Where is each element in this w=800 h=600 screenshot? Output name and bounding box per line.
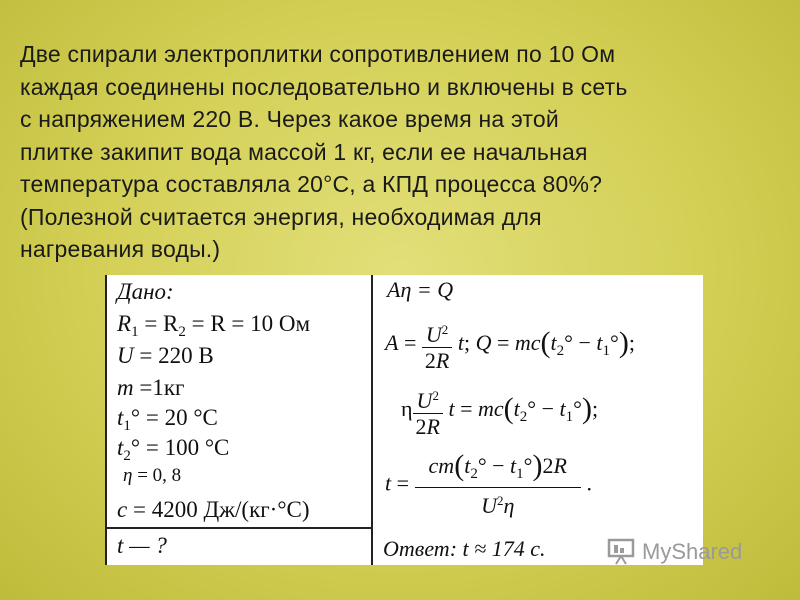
equation-energy-balance: Aη = Q (387, 277, 454, 302)
answer-text: Ответ: t ≈ 174 с. (383, 536, 546, 561)
given-specific-heat: c = 4200 Дж/(кг·°С) (117, 497, 310, 522)
given-final-temperature: $t_2^\circ = 100$ °С (117, 435, 230, 464)
problem-line: (Полезной считается энергия, необходимая для (20, 203, 542, 230)
find-unknown: t — ? (117, 533, 167, 558)
watermark-text: MyShared (642, 539, 743, 564)
given-resistance: $R_1 = R_2 = R = 10$ Ом (117, 311, 311, 340)
solution-card (105, 275, 703, 565)
problem-line: с напряжением 220 В. Через какое время на этой (20, 106, 559, 132)
equation-work-heat: A = $\frac{U^2}{2R}$ t; $Q = mc(t_2^\circ - t_1^\circ)$; (385, 317, 635, 373)
equation-combined: η $\frac{U^2}{2R}$ $t = mc(t_2^\circ - t_1^\circ)$; (401, 383, 598, 439)
problem-statement (20, 38, 790, 266)
problem-line: каждая соединены последовательно и включены в сеть (20, 73, 628, 100)
problem-line: Две спирали электроплитки сопротивлением по 10 Ом (20, 41, 616, 67)
given-initial-temperature: $t_1^\circ = 20$ °С (117, 405, 218, 434)
equation-time: t = $\frac{cm(t_2^\circ - t_1^\circ)2R}{U^2\eta}$ . (385, 449, 592, 518)
given-divider (371, 275, 373, 565)
card-left-border (105, 275, 107, 565)
problem-line: нагревания воды.) (20, 236, 221, 262)
given-efficiency: η = 0, 8 (123, 465, 182, 486)
problem-line: температура составляла 20°С, а КПД процесса 80%? (20, 171, 603, 197)
given-mass: m =1кг (117, 375, 185, 400)
watermark (607, 537, 742, 567)
given-header: Дано: (117, 279, 174, 304)
presentation-logo-icon (607, 537, 639, 571)
solution-column (377, 275, 703, 565)
given-voltage: U = 220 В (117, 343, 214, 368)
find-divider (105, 527, 371, 529)
problem-line: плитке закипит вода массой 1 кг, если ее начальная (20, 138, 588, 165)
